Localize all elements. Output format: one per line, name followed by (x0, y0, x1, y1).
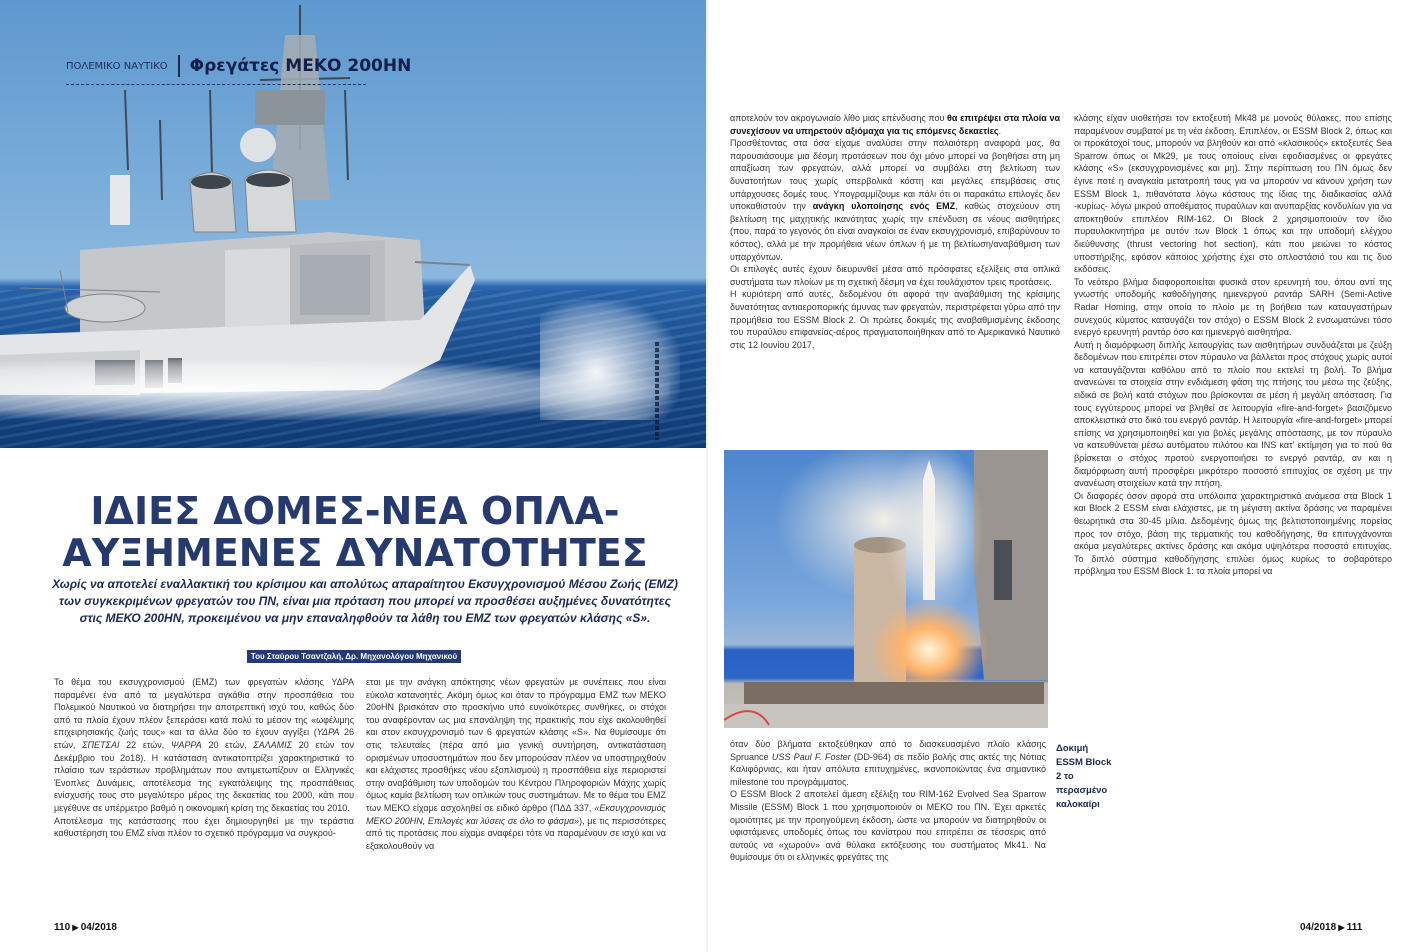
paragraph (730, 112, 1060, 137)
text-run: κλάσης είχαν υιοθετήσει τον εκτοξευτή Mk48 με μονούς θύλακες, που επίσης παραμένουν συμβατοί με τη νέα έκδοση. Επιπλέον, οι ESSM Block 2, όπως και οι προκάτοχοί τους, μπορούν να βληθούν και από «κλασικούς» εκτοξευτές Sea Sparrow όπως οι Mk29, με τους οποίους είναι εφοδιασμένες οι φρεγάτες κλάσης «S» (εκσυγχρονισμένες και μη). Στην περίπτωση του ΠΝ όμως δεν έγινε ποτέ η αναγκαία μετατροπή τους για να μπορούν να κάνουν χρήση των ESSM Block 1, πιθανότατα λόγω κόστους της ίδιας της διαδικασίας αλλά -κυρίως- λόγω μικρού αποθέματος πυραύλων και ανυπαρξίας κονδυλίων για να αποκτηθούν επιπλέον RIM-162. Οι Block 2 χρησιμοποιούν τον ίδιο πυραυλοκινητήρα με αυτόν των Block 1 όπως και την υποδομή ελέγχου διεύθυνσης (thrust vectoring hot section), κάτι που μειώνει το κόστος υποστήριξης, εφόσον κάποιος χρήστης έχει στο οπλοστάσιό του και τις δυο εκδόσεις. (1074, 113, 1392, 275)
page-number: 110 (54, 922, 71, 933)
text-run: Το νεότερο βλήμα διαφοροποιείται φυσικά στον ερευνητή του, όπου αντί της γνωστής υποδομής καθοδήγησης ημιενεργού ραντάρ SARH (Semi-Active Radar Homing, στην οποία το πλοίο με τη βοήθεια των καταυγαστήρων συνεχούς κύματος καταυγάζει τον στόχο) ο ESSM Block 2 ενσωματώνει τόσο ενεργό ερευνητή ραντάρ όσο και ημιενεργό αισθητήρα. (1074, 276, 1392, 338)
folio-arrow-icon: ▶ (70, 923, 81, 932)
folio-right (1300, 922, 1362, 933)
missile (923, 460, 935, 600)
text-run: , καθώς στοχεύουν στη βελτίωση της μαχητικής ικανότητας χωρίς την επένδυση σε νέους αισθητήρες (που, παρά το γεγονός ότι είναι αναγκαίοι σε έναν εκσυγχρονισμό, επιβαρύνουν το κόστος), αλλά με την προμήθεια νέων όπλων ή με τη βελτίωση/αναβάθμιση των υπαρχόντων. (730, 201, 1060, 262)
italic-text: ΣΑΛΑΜΙΣ (253, 739, 293, 750)
paragraph (54, 815, 354, 840)
body-column-4 (1074, 112, 1392, 578)
paragraph (730, 137, 1060, 263)
bold-text: ανάγκη υλοποίησης ενός ΕΜΖ (812, 201, 956, 212)
missile-launch-illustration (724, 450, 1048, 728)
hero-photo-frigate (0, 0, 708, 448)
text-run: Αποτέλεσμα της κατάστασης που έχει δημιουργηθεί με την τεράστια καθυστέρηση του ΕΜΖ είναι πλέον το σχετικό πρόγραμμα να συγκρού- (54, 815, 354, 839)
byline-container (0, 646, 708, 664)
paragraph (730, 288, 1060, 351)
section-header (66, 55, 411, 77)
body-column-3-top (730, 112, 1060, 351)
paragraph (730, 738, 1046, 788)
text-run: αποτελούν τον ακρογωνιαίο λίθο μιας επένδυσης που (730, 113, 948, 123)
headline-line-1: ΙΔΙΕΣ ΔΟΜΕΣ-ΝΕΑ ΟΠΛΑ- (90, 489, 620, 533)
italic-text: USS Paul F. Foster (771, 751, 851, 762)
text-run: (DD-964) σε πεδίο βολής στις ακτές της Νότιας Καλιφόρνιας, και ήταν απόλυτα επιτυχημένες, ικανοποιώντας ένα σημαντικό milestone του προγράμματος. (730, 751, 1047, 787)
issue-date: 04/2018 (1300, 922, 1337, 933)
text-run: Αυτή η διαμόρφωση διπλής λειτουργίας των αισθητήρων συνδυάζεται με ζεύξη δεδομένων που επιτρέπει στον πύραυλο να βάλλεται προς στόχους χωρίς αυτοί να καταυγάζονται καθόλου από το πλοίο που εκτελεί τη βολή. Το βλήμα ανανεώνει τα στοιχεία στην ενδιάμεση φάση της πτήσης του μέσω της ζεύξης, ειδικά σε βολή κατά στόχων που βρίσκονται σε μέση ή μεγάλη απόσταση. Για τους εγγύτερους μπορεί να βληθεί σε λειτουργία «fire-and-forget» βασιζόμενο αποκλειστικά στο δικό του ενεργό ραντάρ. Η λειτουργία «fire-and-forget» μπορεί επίσης να χρησιμοποιηθεί και για βολές μεγάλης απόστασης, με τον πύραυλο να κατευθύνεται μέσω αυτόματου πιλότου και INS κατ' εκτίμηση για το πού θα βρίσκεται ο στόχος προτού ενεργοποιήσει το ενεργό ραντάρ, αν και η διαμόρφωση αυτή προσφέρει μικρότερο ποσοστό επιτυχίας σε σχέση με την ανανέωση στοιχείων κατά την πτήση. (1074, 339, 1392, 489)
photo-credit-vertical (652, 342, 662, 440)
paragraph (1074, 112, 1392, 276)
article-standfirst: Χωρίς να αποτελεί εναλλακτική του κρίσιμου και απολύτως απαραίτητου Εκσυγχρονισμού Μέσου Ζωής (ΕΜΖ) των συγκεκριμένων φρεγατών του ΠΝ, είναι μια πρόταση που μπορεί να προσθέσει αυξημένες δυνατότητες στις ΜΕΚΟ 200ΗΝ, προκειμένου να μην επαναληφθούν τα λάθη του ΕΜΖ των φρεγατών κλάσης «S». (52, 577, 678, 625)
text-run: Οι επιλογές αυτές έχουν διευρυνθεί μέσα από πρόσφατες εξελίξεις στα οπλικά συστήματα των πλοίων με τη σχετική δέσμη να έχει τουλάχιστον τρεις προτάσεις. (730, 264, 1060, 287)
paragraph (730, 788, 1046, 864)
text-run: όταν δύο βλήματα εκτοξεύθηκαν από το διασκευασμένο πλοίο κλάσης Spruance (730, 739, 1046, 762)
headline-line-2: ΑΥΞΗΜΕΝΕΣ ΔΥΝΑΤΟΤΗΤΕΣ (62, 531, 648, 575)
paragraph (1074, 276, 1392, 339)
text-run: . (998, 125, 1002, 136)
missile-launch-photo (724, 450, 1048, 728)
page-number: 111 (1346, 922, 1363, 933)
section-category: ΠΟΛΕΜΙΚΟ ΝΑΥΤΙΚΟ (66, 60, 168, 72)
text-run: Η κυριότερη από αυτές, δεδομένου ότι αφορά την αναβάθμιση της κρίσιμης δυνατότητας αντιαεροπορικής άμυνας των φρεγατών, περιστρέφεται γύρω από την προμήθεια του ESSM Block 2. Οι πρώτες δοκιμές της αναβαθμισμένης έκδοσης του πυραύλου επιφανείας-αέρος πραγματοποιήθηκαν από το Αμερικανικό Ναυτικό στις 12 Ιουνίου 2017, (730, 289, 1060, 350)
text-run: εται με την ανάγκη απόκτησης νέων φρεγατών με συνέπειες που είναι εύκολα κατανοητές. Ακόμη όμως και όταν το πρόγραμμα ΕΜΖ των ΜΕΚΟ 20οΗΝ βρισκόταν στο προσκήνιο υπό ευνοϊκότερες συνθήκες, οι στόχοι του αναφέρονταν ως μια επανάληψη της πρακτικής που είχε ακολουθηθεί και στον εκσυγχρονισμό των 6 φρεγατών κλάσης «S». Να θυμίσουμε ότι στις τελευταίες (πέρα από μια γενική συντήρηση, αντικατάσταση ορισμένων υποσυστημάτων που δεν μπορούσαν πλέον να υποστηριχθούν και ελάχιστες προσθήκες νέου εξοπλισμού) η προσπάθεια είχε περιοριστεί στην αναβάθμιση των υποδομών του Κέντρου Πληροφοριών Μάχης χωρίς όμως καμία βελτίωση των οπλικών τους συστημάτων. Με το θέμα του ΕΜΖ των ΜΕΚΟ είχαμε ασχοληθεί σε ειδικό άρθρο (ΠΔΔ 337, (366, 677, 666, 813)
photo-caption: Δοκιμή ESSM Block 2 το περασμένο καλοκαίρι (1056, 742, 1116, 812)
folio-left (54, 922, 117, 933)
text-run: Το θέμα του εκσυγχρονισμού (ΕΜΖ) των φρεγατών κλάσης ΥΔΡΑ παραμένει ένα από τα μεγαλύτερα αγκάθια στην προσπάθεια του Πολεμικού Ναυτικού να διατηρήσει την αποτρεπτική ισχύ του, καθώς δύο από τα πλοία έχουν πλέον ξεπεράσει κατά πολύ το μέσον της «ωφέλιμης επιχειρησιακής ζωής τους» και τα άλλα δύο το έχουν αγγίξει ( (54, 677, 354, 738)
section-divider (178, 55, 180, 77)
article-headline (20, 490, 690, 574)
italic-text: ΨΑΡΡΑ (170, 739, 202, 750)
text-run: 20 ετών τον Δεκέμβριο του 2ο18). Η κατάσταση αντικατοπτρίζει χαρακτηριστικά το πλαίσιο των τεράστιων προβλημάτων που αντιμετωπίζουν οι Ελληνικές Ένοπλες Δυνάμεις, αποτέλεσμα της εγκατάλειψης της προσπάθειας ενίσχυσής τους στο μεγαλύτερο μέρος της δεκαετίας του 2000, κάτι που μεγέθυνε σε υπέρμετρο βαθμό η οικονομική κρίση της δεκαετίας του 2010. (54, 739, 354, 813)
author-byline: Του Σταύρου Τσαντζαλή, Δρ. Μηχανολόγου Μηχανικού (247, 650, 461, 663)
paragraph (730, 263, 1060, 288)
text-run: Ο ESSM Block 2 αποτελεί άμεση εξέλιξη του RIM-162 Evolved Sea Sparrow Missile (ESSM) Block 1 που χρησιμοποιούν οι ΜΕΚΟ του ΠΝ. Έχει αρκετές ομοιότητες με την προηγούμενη έκδοση, ώστε να μπορούν να διατηρηθούν οι υφιστάμενες υποδομές όπως του κανίστρου που επιτρέπει σε τέσσερις από αυτούς να «χωρούν» ανά θύλακα εκτόξευσης του συστήματος Mk41. Να θυμίσουμε ότι οι ελληνικές φρεγάτες της (730, 789, 1046, 863)
text-run: 20 ετών, (201, 739, 254, 750)
italic-text: «Εκσυγχρονισμός ΜΕΚΟ 200ΗΝ, Επιλογές και λύσεις σε όλο το φάσμα» (366, 802, 666, 826)
folio-arrow-icon: ▶ (1336, 923, 1347, 932)
paragraph (1074, 490, 1392, 578)
bold-text: θα επιτρέψει στα πλοία να συνεχίσουν να υπηρετούν αξιόμαχα για τις επόμενες δεκαετίες (730, 113, 1060, 136)
italic-text: ΣΠΕΤΣΑΙ (82, 739, 120, 750)
text-run: Προσθέτοντας στα όσα είχαμε αναλύσει στην παλαιότερη αναφορά μας, θα παρουσιάσουμε μια δέσμη προτάσεων που όχι μόνο μπορεί να βοηθήσει στη μη απαξίωση των φρεγατών, αλλά μπορεί να συμβάλει στη βελτίωση των δυνατοτήτων τους χωρίς υπερβολικά κόστη και μεγάλες επεμβάσεις στις υπάρχουσες δομές τους. Υπογραμμίζουμε και πάλι ότι οι παρακάτω επιλογές δεν υποκαθιστούν την (730, 138, 1060, 212)
body-column-2 (366, 676, 666, 852)
section-dotted-rule (66, 84, 366, 85)
body-column-1 (54, 676, 354, 840)
issue-date: 04/2018 (80, 922, 117, 933)
section-topic: Φρεγάτες ΜΕΚΟ 200ΗΝ (189, 56, 412, 76)
page-gutter (706, 0, 708, 952)
text-run: 22 ετών, (119, 739, 171, 750)
text-run: 26 ετών, (54, 727, 354, 750)
body-column-3-bottom (730, 738, 1046, 864)
text-run: Οι διαφορές όσον αφορά στα υπόλοιπα χαρακτηριστικά ανάμεσα στα Block 1 και Block 2 ESSM είναι ελάχιστες, με τη μέγιστη ακτίνα δράσης να παραμένει θεωρητικά στα 30-45 μίλια. Δεδομένης όμως της βελτιστοποιημένης πορείας προς τον στόχο, βάση της τερματικής του καθοδήγησης, θα επιτυγχάνονται ακόμα μεγαλύτερες ακτίνες δράσης και ακόμα υψηλότερα ποσοστά επιτυχίας. Το διπλό σύστημα καθοδήγησης επιλύει όμως κυρίως το σοβαρότερο πρόβλημα του ESSM Block 1: τα πλοία μπορεί να (1074, 490, 1392, 577)
paragraph (366, 676, 666, 852)
paragraph (1074, 339, 1392, 490)
text-run: ), με τις περισσότερες από τις προτάσεις που είχαμε αναφέρει τότε να παραμένουν σε ισχύ και να εξακολουθούν να (366, 815, 666, 851)
paragraph (54, 676, 354, 815)
italic-text: ΥΔΡΑ (316, 727, 340, 738)
